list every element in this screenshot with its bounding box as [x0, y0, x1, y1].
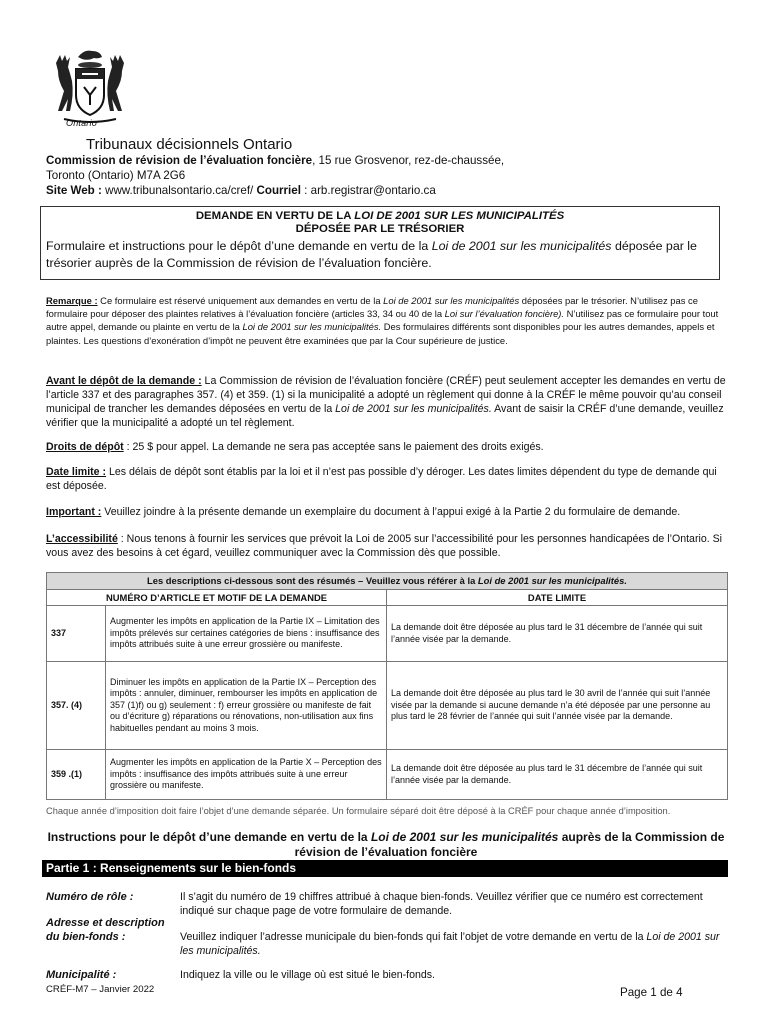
form-id: CRÉF-M7 – Janvier 2022	[46, 984, 155, 995]
field-text-adresse	[180, 930, 726, 958]
tribunal-name: Tribunaux décisionnels Ontario	[86, 136, 293, 153]
important-text: Veuillez joindre à la présente demande un exemplaire du document à l’appui exigé à la Partie 2 du formulaire de demande.	[101, 506, 681, 518]
date-limite-paragraph	[46, 465, 726, 493]
remarque-text: déposées par le trésorier. N’utilisez pas ce formulaire pour déposer des plaintes relatives à l’évaluation foncière (articles 33, 34 ou 40 de la	[46, 295, 698, 320]
avant-text: Avant de saisir la CRÉF d’une demande, veuillez vérifier que la municipalité a adopté un tel règlement.	[46, 403, 724, 429]
title-description	[46, 238, 714, 272]
col-header-article: NUMÉRO D’ARTICLE ET MOTIF DE LA DEMANDE	[47, 589, 387, 606]
remarque-text: N’utilisez pas ce formulaire pour tout autre appel, demande ou plainte en vertu de la	[46, 308, 719, 333]
desc-act: Loi de 2001 sur les municipalités	[431, 239, 612, 253]
avant-text: La Commission de révision de l’évaluation foncière (CRÉF) peut seulement accepter les demandes en vertu de l’article 337 et des paragraphes 357. (4) et 359. (1) si la municipalité a adopté un règlement qui donne à la CRÉF le même pouvoir qu’au conseil municipal de trancher les demandes déposées en vertu de la	[46, 375, 726, 415]
title-line-2: DÉPOSÉE PAR LE TRÉSORIER	[295, 223, 465, 235]
site-url-link[interactable]: www.tribunalsontario.ca/cref/	[101, 184, 257, 197]
instructions-text-end: auprès de la Commission de révision de l’évaluation foncière	[294, 830, 725, 859]
deadlines-table	[46, 572, 728, 800]
article-deadline: La demande doit être déposée au plus tard le 30 avril de l’année qui suit l’année visée par la demande si aucune demande n’a été déposée par une personne au plus tard le 28 février de l’année qui suit l’année visée par la demande.	[387, 662, 728, 750]
form-title-box	[40, 206, 720, 280]
remarque-text: Ce formulaire est réservé uniquement aux demandes en vertu de la	[97, 295, 384, 306]
email-label: Courriel	[256, 184, 301, 197]
page-number: Page 1 de 4	[620, 986, 683, 999]
accessibilite-paragraph	[46, 532, 726, 560]
remarque-label: Remarque :	[46, 295, 98, 306]
important-label: Important :	[46, 506, 102, 518]
caption-text: Les descriptions ci-dessous sont des résumés – Veuillez vous référer à la	[147, 575, 478, 586]
date-limite-text: Les délais de dépôt sont établis par la loi et il n’est pas possible d’y déroger. Les dates limites dépendent du type de demande qui est déposée.	[46, 466, 717, 492]
accessibilite-text: : Nous tenons à fournir les services que prévoit la Loi de 2005 sur l’accessibilité pour les personnes handicapées de l’Ontario. Si vous avez des besoins à cet égard, veuillez communiquer avec la Commission dès que possible.	[46, 533, 723, 559]
article-motif: Diminuer les impôts en application de la Partie IX – Perception des impôts : annuler, diminuer, rembourser les impôts en application de 357 (1)f) ou g) seulement : f) erreur grossière ou manifeste de fait ou d’écriture g) réparations ou rénovations, non-utilisation aux fins habituelles pendant au moins 3 mois.	[106, 662, 387, 750]
email-link[interactable]: : arb.registrar@ontario.ca	[300, 184, 436, 197]
col-header-date: DATE LIMITE	[387, 589, 728, 606]
title-line-1	[46, 210, 714, 223]
field-text-numero-role: Il s’agit du numéro de 19 chiffres attribué à chaque bien-fonds. Veuillez vérifier que ce numéro est correctement indiqué sur chaque page de votre formulaire de demande.	[180, 891, 703, 917]
table-header-row	[47, 589, 728, 606]
droits-text: : 25 $ pour appel. La demande ne sera pas acceptée sans le paiement des droits exigés.	[123, 441, 544, 453]
table-row	[47, 750, 728, 800]
table-caption-row	[47, 573, 728, 590]
article-motif: Augmenter les impôts en application de la Partie X – Perception des impôts : insuffisance des impôts attribués suite à une erreur grossière ou manifeste.	[106, 750, 387, 800]
important-paragraph	[46, 505, 726, 519]
site-label: Site Web :	[46, 184, 102, 197]
instructions-text: Instructions pour le dépôt d’une demande en vertu de la	[47, 830, 371, 844]
adresse-text: Veuillez indiquer l’adresse municipale du bien-fonds qui fait l’objet de votre demande en vertu de la	[180, 931, 647, 943]
accessibilite-label: L’accessibilité	[46, 533, 118, 545]
table-row	[47, 606, 728, 662]
table-footnote: Chaque année d’imposition doit faire l’objet d’une demande séparée. Un formulaire séparé doit être déposé à la CRÉF pour chaque année d’imposition.	[46, 806, 671, 816]
table-row	[47, 662, 728, 750]
article-code: 357. (4)	[47, 662, 106, 750]
adresse-act: Loi de 2001 sur les municipalités.	[180, 931, 720, 957]
date-limite-label: Date limite :	[46, 466, 107, 478]
article-code: 337	[47, 606, 106, 662]
table-caption	[47, 573, 728, 590]
remarque-text: Des formulaires différents sont disponibles pour les autres demandes, appels et plaintes. Les questions d’exonération d’impôt ne peuvent être examinées que par la Cour supérieure de justice.	[46, 321, 715, 346]
field-text-municipalite: Indiquez la ville ou le village où est situé le bien-fonds.	[180, 969, 435, 981]
droits-paragraph	[46, 440, 726, 454]
avant-act: Loi de 2001 sur les municipalités.	[335, 403, 492, 415]
instructions-act: Loi de 2001 sur les municipalités	[370, 830, 559, 844]
instructions-heading	[46, 830, 726, 860]
address-block	[46, 153, 736, 198]
article-motif: Augmenter les impôts en application de la Partie IX – Limitation des impôts prélevés sur certaines catégories de biens : insuffisance des impôts attribués suite à une erreur grossière ou manifeste.	[106, 606, 387, 662]
article-code: 359 .(1)	[47, 750, 106, 800]
article-deadline: La demande doit être déposée au plus tard le 31 décembre de l’année qui suit l’année visée par la demande.	[387, 606, 728, 662]
remarque-act: Loi sur l’évaluation foncière).	[444, 308, 565, 320]
article-deadline: La demande doit être déposée au plus tard le 31 décembre de l’année qui suit l’année visée par la demande.	[387, 750, 728, 800]
desc-text-end: déposée par le trésorier auprès de la Commission de révision de l’évaluation foncière.	[46, 239, 697, 270]
remarque-act: Loi de 2001 sur les municipalités.	[242, 321, 382, 333]
address-line-1: , 15 rue Grosvenor, rez-de-chaussée,	[312, 154, 505, 167]
droits-label: Droits de dépôt	[46, 441, 124, 453]
remarque-paragraph	[46, 294, 726, 347]
caption-act: Loi de 2001 sur les municipalités.	[477, 575, 627, 586]
commission-name: Commission de révision de l’évaluation foncière	[46, 154, 313, 167]
title-act: LOI DE 2001 SUR LES MUNICIPALITÉS	[354, 210, 565, 222]
remarque-act: Loi de 2001 sur les municipalités	[383, 295, 520, 306]
avant-depot-paragraph	[46, 374, 726, 430]
avant-label: Avant le dépôt de la demande :	[46, 375, 202, 387]
field-label-numero-role: Numéro de rôle :	[46, 891, 134, 903]
desc-text: Formulaire et instructions pour le dépôt d’une demande en vertu de la	[46, 239, 432, 253]
title-text: DEMANDE EN VERTU DE LA	[195, 210, 355, 222]
field-label-municipalite: Municipalité :	[46, 969, 117, 981]
address-line-2: Toronto (Ontario) M7A 2G6	[46, 169, 186, 182]
part-1-header: Partie 1 : Renseignements sur le bien-fonds	[42, 860, 728, 877]
field-label-adresse: Adresse et description du bien-fonds :	[46, 917, 165, 943]
logo-wordmark: Ontario	[66, 118, 97, 128]
